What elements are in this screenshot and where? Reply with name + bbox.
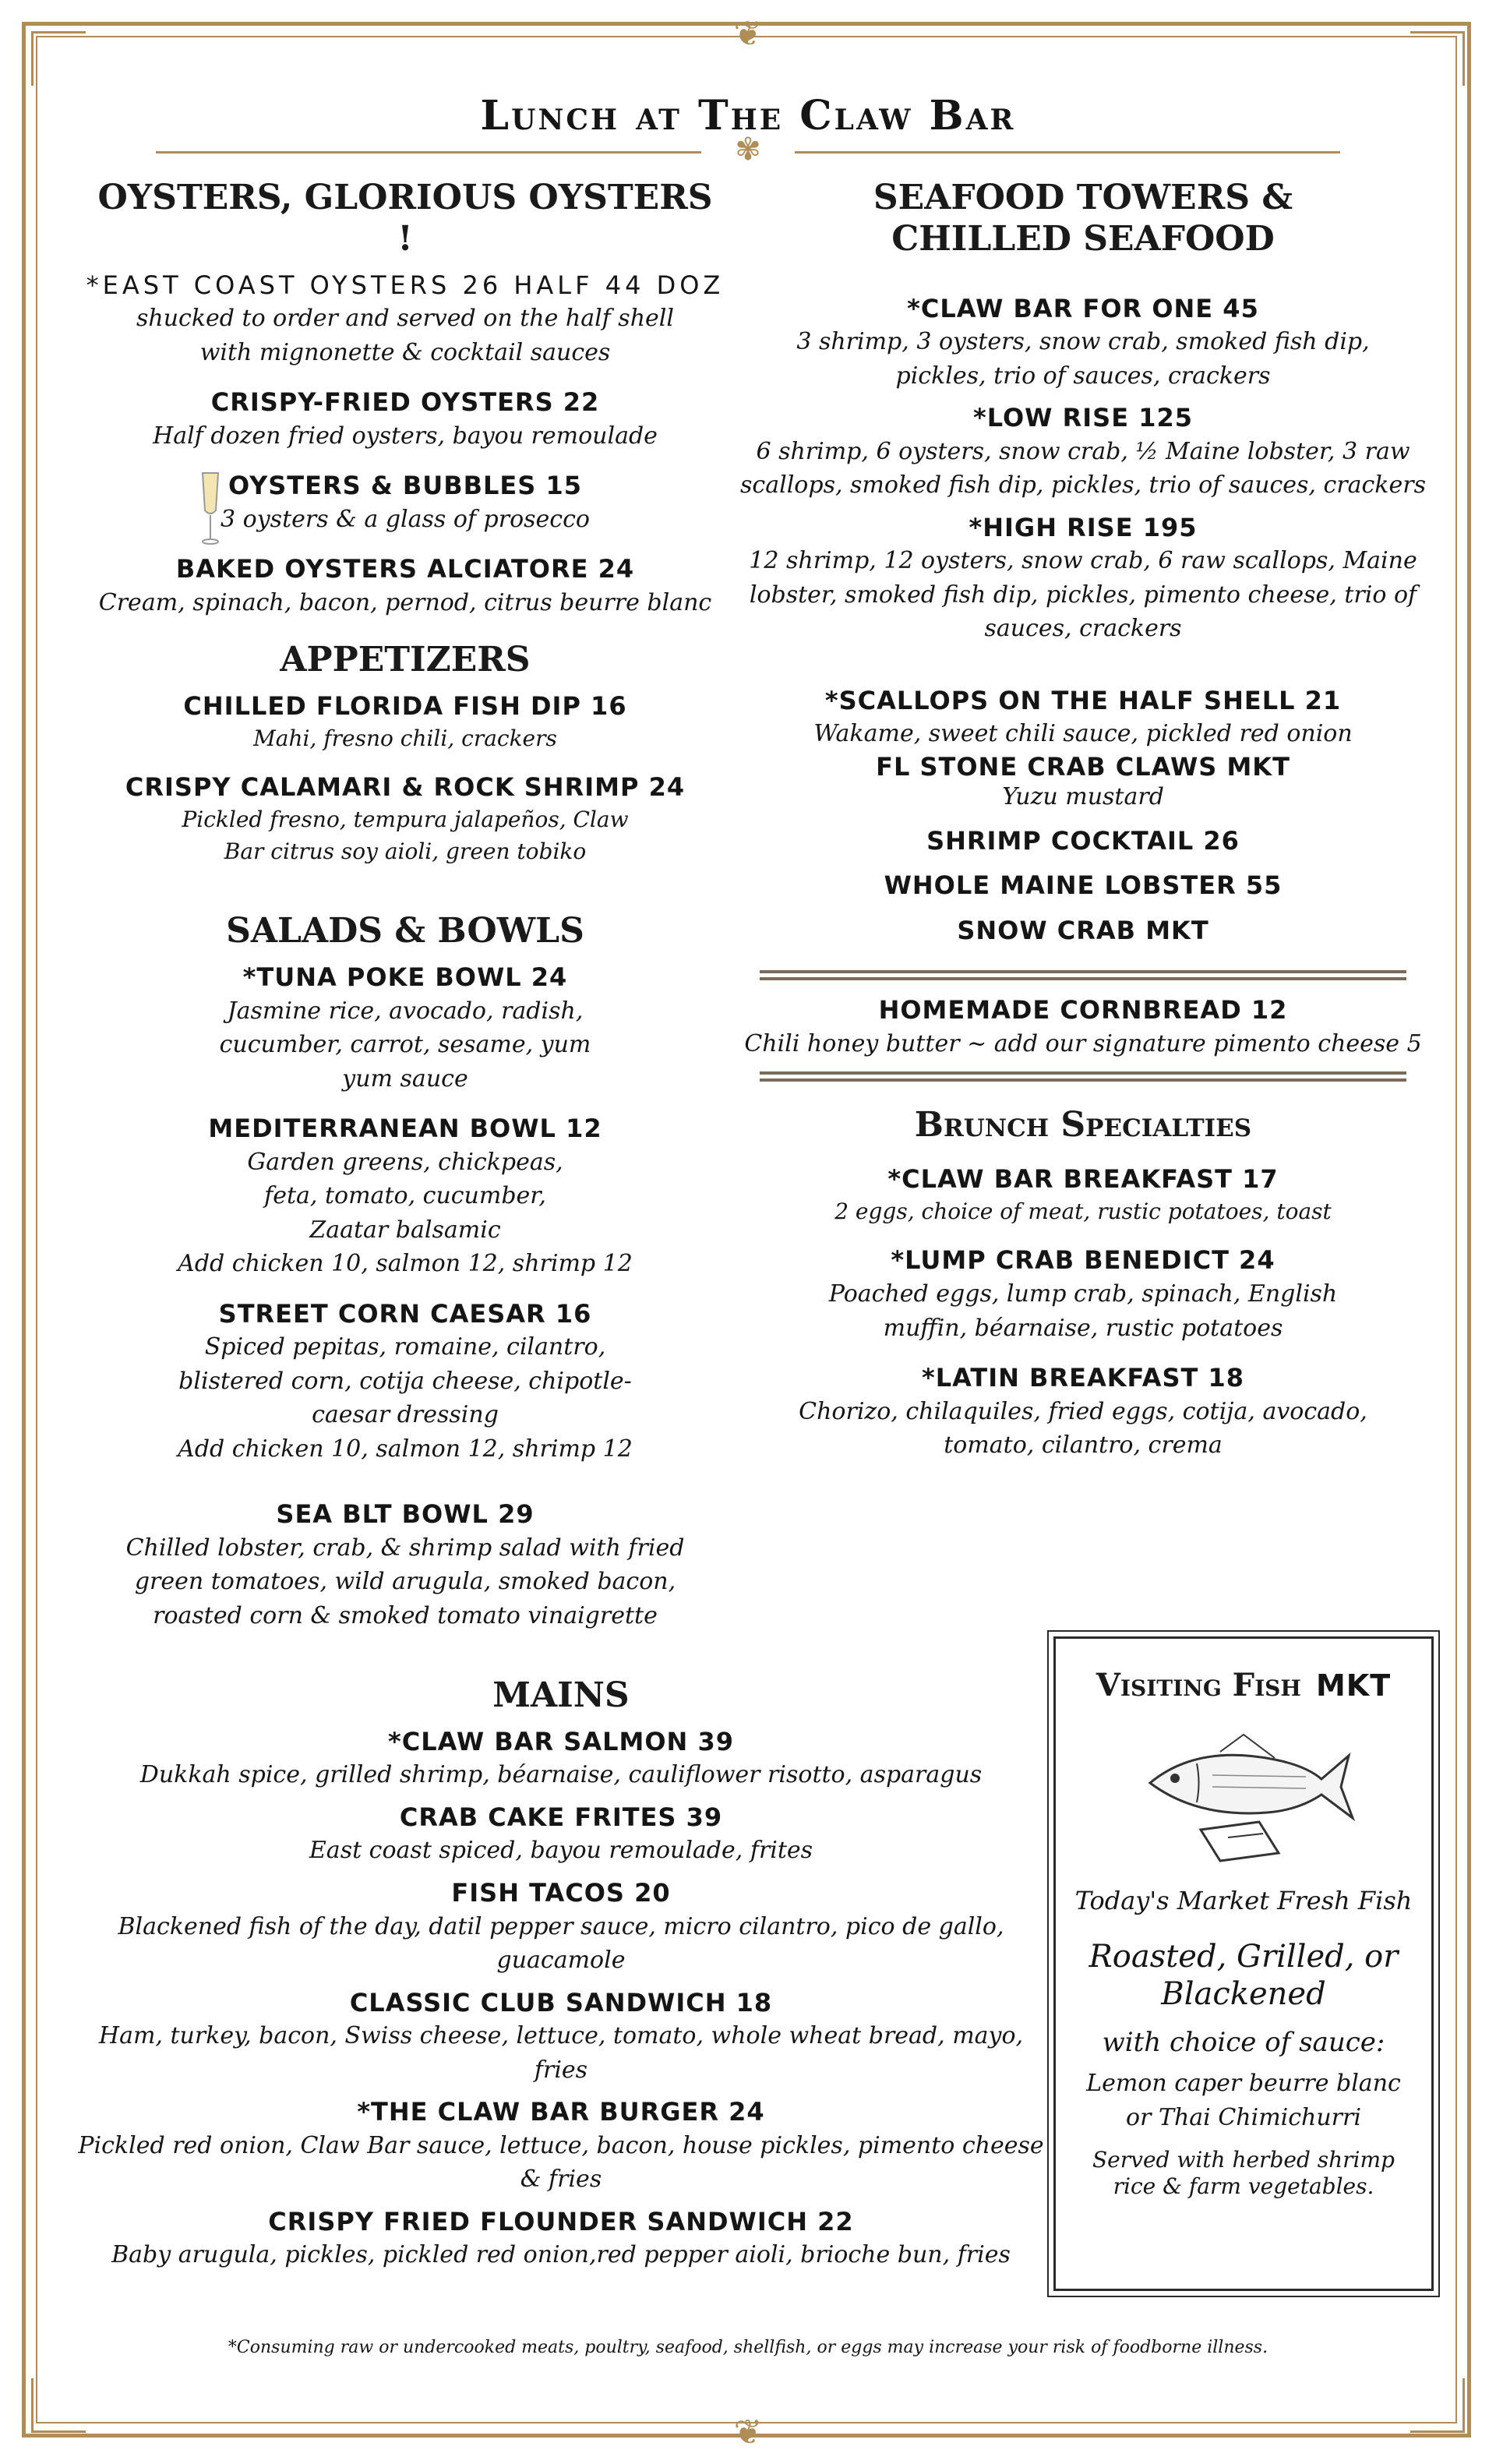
cornbread-section (740, 980, 1426, 1071)
menu-item-name: *EAST COAST OYSTERS 26 HALF 44 DOZ (86, 270, 725, 300)
menu-item-desc: Blackened fish of the day, datil pepper sauce, micro cilantro, pico de gallo, guacamole (118, 1912, 1004, 1975)
menu-item-addon: Add chicken 10, salmon 12, shrimp 12 (178, 1435, 633, 1463)
menu-item-desc: 3 shrimp, 3 oysters, snow crab, smoked fish dip, pickles, trio of sauces, crackers (796, 328, 1370, 390)
menu-item-desc: Dukkah spice, grilled shrimp, béarnaise, cauliflower risotto, asparagus (139, 1761, 983, 1789)
menu-item-desc: Poached eggs, lump crab, spinach, English muffin, béarnaise, rustic potatoes (828, 1280, 1338, 1342)
visiting-fish-title (1056, 1667, 1431, 1705)
menu-item-desc: 2 eggs, choice of meat, rustic potatoes, toast (834, 1198, 1332, 1224)
towers-heading-line2: CHILLED SEAFOOD (891, 218, 1275, 259)
fish-illustration-icon (1127, 1721, 1360, 1876)
brunch-section (740, 1105, 1426, 1462)
corner-ornament-bottom-left (31, 2378, 86, 2433)
scroll-ornament-icon: ✾ (735, 132, 761, 168)
menu-item-desc: Baby arugula, pickles, pickled red onion,red pepper aioli, brioche bun, fries (111, 2241, 1011, 2269)
oysters-section (86, 178, 725, 620)
menu-item-name: *SCALLOPS ON THE HALF SHELL 21 (824, 685, 1342, 715)
menu-item-desc: Yuzu mustard (1002, 782, 1164, 810)
menu-item-desc: Chorizo, chilaquiles, fried eggs, cotija, avocado, tomato, cilantro, crema (799, 1397, 1367, 1460)
visiting-fish-sauces: Lemon caper beurre blanc or Thai Chimichurri (1086, 2070, 1401, 2131)
mains-heading: MAINS (492, 1675, 630, 1715)
menu-item-addon: Add chicken 10, salmon 12, shrimp 12 (178, 1250, 633, 1278)
chilled-seafood-list (740, 685, 1426, 953)
visiting-fish-sauce-label: with choice of sauce: (1102, 2026, 1385, 2058)
towers-heading: SEAFOOD TOWERS & (873, 178, 1293, 217)
scroll-ornament-icon: ❦ (733, 14, 763, 54)
menu-item-desc: Jasmine rice, avocado, radish, cucumber, carrot, sesame, yum yum sauce (219, 997, 591, 1093)
menu-item-name: SNOW CRAB MKT (957, 915, 1209, 945)
menu-item-desc: shucked to order and served on the half shell with mignonette & cocktail sauces (136, 305, 674, 366)
menu-item-name: *LUMP CRAB BENEDICT 24 (891, 1245, 1275, 1276)
oysters-heading: OYSTERS, GLORIOUS OYSTERS ! (97, 178, 713, 259)
menu-item-name: CRAB CAKE FRITES 39 (399, 1802, 723, 1832)
health-disclaimer: *Consuming raw or undercooked meats, poultry, seafood, shellfish, or eggs may increase your risk of foodborne illness. (228, 2338, 1268, 2357)
menu-item-desc: Pickled fresno, tempura jalapeños, Claw Bar citrus soy aioli, green tobiko (182, 807, 629, 864)
menu-item-name: STREET CORN CAESAR 16 (218, 1298, 592, 1329)
title-divider-left (156, 151, 701, 154)
menu-item-name: CLASSIC CLUB SANDWICH 18 (349, 1987, 773, 2017)
menu-item-name: CRISPY CALAMARI & ROCK SHRIMP 24 (125, 772, 686, 803)
menu-item-name: FISH TACOS 20 (451, 1877, 671, 1908)
menu-item-name: OYSTERS & BUBBLES 15 (228, 471, 582, 501)
visiting-fish-heading: Visiting Fish (1096, 1667, 1301, 1703)
menu-item-name: SHRIMP COCKTAIL 26 (926, 825, 1240, 856)
corner-ornament-bottom-right (1410, 2378, 1465, 2433)
title-divider-right (795, 151, 1340, 154)
menu-item-desc: 6 shrimp, 6 oysters, snow crab, ½ Maine lobster, 3 raw scallops, smoked fish dip, pickles, trio of sauces, crackers (740, 437, 1426, 500)
menu-item-name: FL STONE CRAB CLAWS MKT (876, 751, 1290, 782)
champagne-glass-icon (195, 470, 226, 548)
menu-item-desc: Chili honey butter ~ add our signature pimento cheese 5 (744, 1029, 1422, 1057)
visiting-fish-sides: Served with herbed shrimp rice & farm vegetables. (1092, 2147, 1395, 2199)
section-divider (760, 970, 1406, 980)
menu-item-name: CRISPY-FRIED OYSTERS 22 (210, 387, 600, 418)
menu-item-name: HOMEMADE CORNBREAD 12 (878, 995, 1288, 1025)
menu-item-desc: Wakame, sweet chili sauce, pickled red onion (813, 720, 1353, 748)
menu-item-name: CHILLED FLORIDA FISH DIP 16 (183, 691, 627, 722)
menu-item-desc: Half dozen fried oysters, bayou remoulade (153, 422, 658, 450)
menu-item-desc: Cream, spinach, bacon, pernod, citrus beurre blanc (98, 588, 712, 616)
corner-ornament-top-right (1410, 31, 1465, 86)
menu-item-desc: 12 shrimp, 12 oysters, snow crab, 6 raw scallops, Maine lobster, smoked fish dip, pickles, pimento cheese, trio of sauces, crackers (749, 547, 1417, 643)
right-column (740, 178, 1426, 1463)
menu-item-name: MEDITERRANEAN BOWL 12 (208, 1114, 602, 1144)
section-divider (760, 1071, 1406, 1082)
menu-item-name: BAKED OYSTERS ALCIATORE 24 (175, 554, 635, 584)
mains-section (78, 1675, 1044, 2272)
visiting-fish-prep: Roasted, Grilled, or Blackened (1088, 1938, 1399, 2012)
visiting-fish-line: Today's Market Fresh Fish (1074, 1886, 1413, 1916)
brunch-heading: Brunch Specialties (914, 1105, 1252, 1146)
menu-item-name: *CLAW BAR BREAKFAST 17 (887, 1164, 1279, 1195)
menu-item-name: *TUNA POKE BOWL 24 (242, 962, 568, 993)
menu-item-desc: Ham, turkey, bacon, Swiss cheese, lettuce, tomato, whole wheat bread, mayo, fries (98, 2022, 1024, 2084)
menu-item-name: *LOW RISE 125 (972, 403, 1193, 433)
menu-item-desc: Mahi, fresno chili, crackers (253, 725, 557, 751)
menu-item-name: *CLAW BAR FOR ONE 45 (907, 293, 1259, 323)
menu-item-name: *HIGH RISE 195 (969, 512, 1198, 542)
menu-item-desc: Pickled red onion, Claw Bar sauce, lettuce, bacon, house pickles, pimento cheese & fries (78, 2131, 1044, 2194)
menu-item-name: *THE CLAW BAR BURGER 24 (357, 2097, 765, 2127)
menu-title: Lunch at The Claw Bar (480, 92, 1016, 139)
appetizers-section (86, 640, 725, 867)
salads-heading: SALADS & BOWLS (226, 911, 584, 951)
menu-item-name: SEA BLT BOWL 29 (276, 1499, 535, 1530)
corner-ornament-top-left (31, 31, 86, 86)
towers-section (740, 178, 1426, 646)
visiting-fish-box (1053, 1636, 1434, 2291)
menu-item-desc: Spiced pepitas, romaine, cilantro, blistered corn, cotija cheese, chipotle-caesar dressing (178, 1333, 632, 1429)
salads-section (86, 911, 725, 1633)
oysters-bubbles-row (86, 470, 725, 536)
menu-item-name: *LATIN BREAKFAST 18 (921, 1363, 1244, 1393)
menu-item-name: *CLAW BAR SALMON 39 (387, 1726, 734, 1756)
visiting-fish-price: MKT (1315, 1668, 1392, 1703)
appetizers-heading: APPETIZERS (280, 640, 531, 680)
scroll-ornament-icon: ❦ (733, 2413, 763, 2452)
menu-item-desc: East coast spiced, bayou remoulade, frites (309, 1837, 813, 1865)
menu-item-desc: 3 oysters & a glass of prosecco (221, 505, 590, 533)
menu-item-name: WHOLE MAINE LOBSTER 55 (884, 870, 1283, 901)
menu-item-desc: Garden greens, chickpeas, feta, tomato, cucumber, Zaatar balsamic (247, 1148, 563, 1244)
menu-item-desc: Chilled lobster, crab, & shrimp salad with fried green tomatoes, wild arugula, smoked bacon, roasted corn & smoked tomato vinaigrette (125, 1534, 685, 1629)
menu-item-name: CRISPY FRIED FLOUNDER SANDWICH 22 (268, 2206, 854, 2236)
